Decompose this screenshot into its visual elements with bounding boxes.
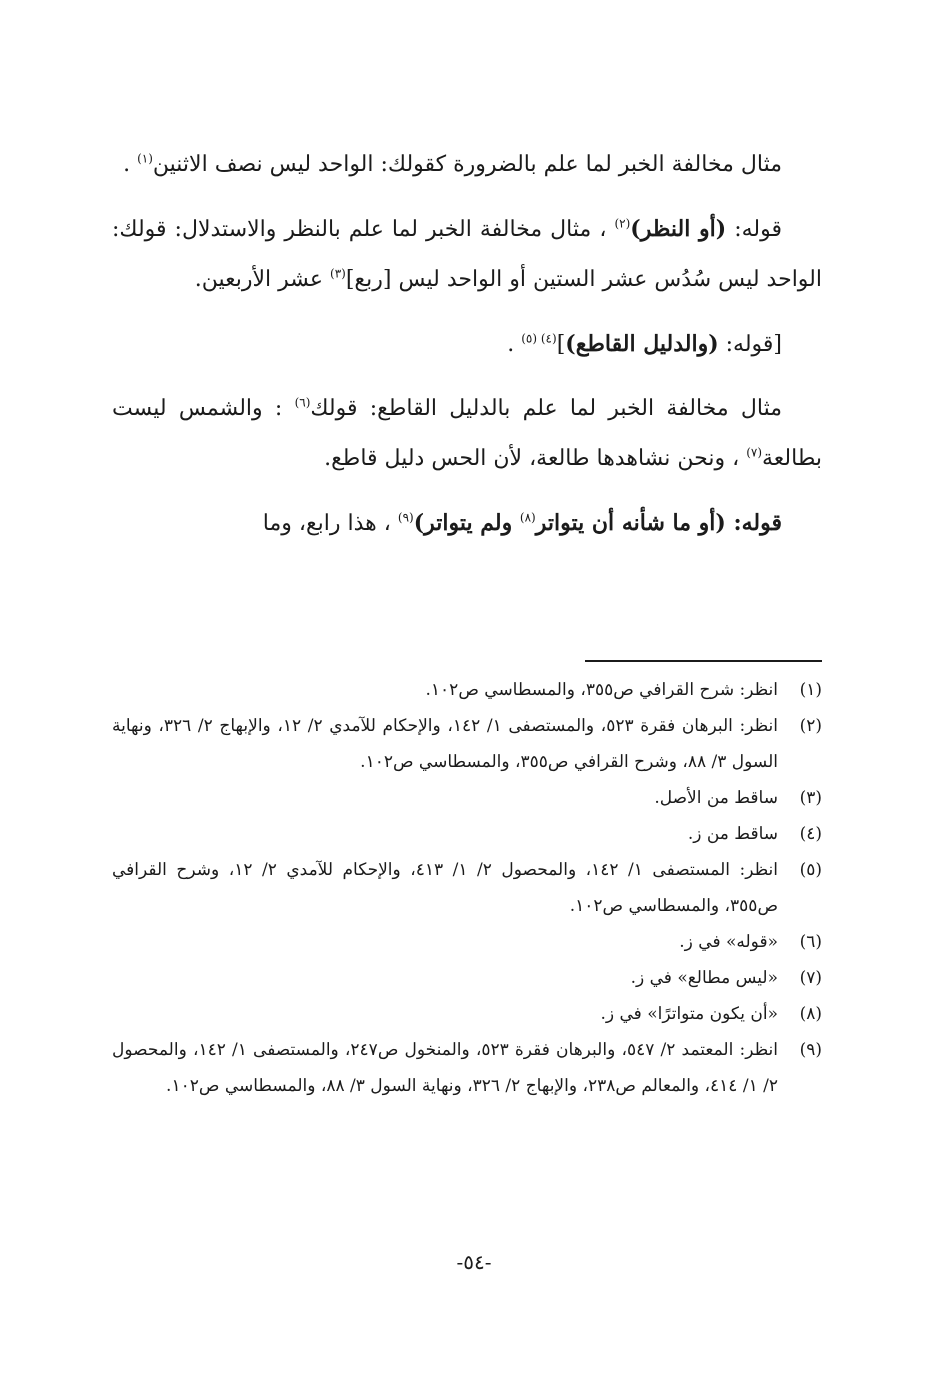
footnote-text: «أن يكون متواترًا» في ز. xyxy=(600,1004,778,1024)
footnote-text: ساقط من الأصل. xyxy=(654,788,778,808)
footnote-text: ساقط من ز. xyxy=(687,824,778,844)
footnote-text: انظر: البرهان فقرة ٥٢٣، والمستصفى ١/ ١٤٢، والإحكام للآمدي ٢/ ١٢، والإبهاج ٢/ ٣٢٦، ونهاية السول ٣/ ٨٨، وشرح القرافي ص٣٥٥، والمسطاسي ص١٠٢. xyxy=(112,716,778,772)
footnote-8 xyxy=(112,996,822,1032)
paragraph-5: قوله: (أو ما شأنه أن يتواتر$^{(٨)}$ ولم يتواتر)$^{(٩)}$ ، هذا رابع، وما xyxy=(262,510,782,536)
footnote-text: انظر: المستصفى ١/ ١٤٢، والمحصول ٢/ ١/ ٤١٣، والإحكام للآمدي ٢/ ١٢، وشرح القرافي ص٣٥٥، والمسطاسي ص١٠٢. xyxy=(112,860,778,916)
main-text xyxy=(112,140,822,563)
quoted-phrase: (والدليل القاطع) xyxy=(565,331,719,357)
paragraph-1: مثال مخالفة الخبر لما علم بالضرورة كقولك: الواحد ليس نصف الاثنين$^{(١)}$ . xyxy=(123,151,782,177)
footnote-divider xyxy=(585,660,822,662)
quoted-phrase: (أو النظر) xyxy=(630,216,727,242)
footnote-ref-1[interactable]: (١) xyxy=(137,151,153,166)
footnote-7 xyxy=(112,960,822,996)
footnote-3 xyxy=(112,780,822,816)
footnote-number: (١) xyxy=(799,680,822,700)
footnote-ref-4-5[interactable]: (٤) (٥) xyxy=(521,331,557,346)
footnote-ref-3[interactable]: (٣) xyxy=(330,266,346,281)
footnote-ref-7[interactable]: (٧) xyxy=(746,445,763,460)
footnote-number: (٤) xyxy=(799,824,822,844)
quoted-phrase: قوله: (أو ما شأنه أن يتواتر xyxy=(535,510,782,536)
paragraph-4: مثال مخالفة الخبر لما علم بالدليل القاطع: قولك$^{(٦)}$ : والشمس ليست بطالعة$^{(٧)}$ ، ونحن نشاهدها طالعة، لأن الحس دليل قاطع. xyxy=(112,395,822,471)
footnotes-section xyxy=(112,672,822,1104)
footnote-1 xyxy=(112,672,822,708)
footnote-number: (٧) xyxy=(799,968,822,988)
paragraph-2: قوله: (أو النظر)$^{(٢)}$ ، مثال مخالفة الخبر لما علم بالنظر والاستدلال: قولك: الواحد ليس سُدُس عشر الستين أو الواحد ليس [ربع]$^{(٣)}$ عشر الأربعين. xyxy=(112,216,822,292)
footnote-ref-6[interactable]: (٦) xyxy=(294,395,311,410)
footnote-ref-2[interactable]: (٢) xyxy=(614,216,631,231)
footnote-9 xyxy=(112,1032,822,1104)
footnote-6 xyxy=(112,924,822,960)
quoted-phrase: ولم يتواتر) xyxy=(413,510,520,536)
footnote-2 xyxy=(112,708,822,780)
footnote-number: (٩) xyxy=(799,1040,822,1060)
footnote-4 xyxy=(112,816,822,852)
footnote-number: (٥) xyxy=(799,860,822,880)
footnote-text: «قوله» في ز. xyxy=(679,932,778,952)
footnote-ref-8[interactable]: (٨) xyxy=(519,510,536,525)
footnote-number: (٣) xyxy=(799,788,822,808)
footnote-number: (٦) xyxy=(799,932,822,952)
footnote-ref-9[interactable]: (٩) xyxy=(397,510,414,525)
footnote-text: «ليس مطالع» في ز. xyxy=(630,968,778,988)
footnote-text: انظر: شرح القرافي ص٣٥٥، والمسطاسي ص١٠٢. xyxy=(425,680,778,700)
page-number: -٥٤- xyxy=(456,1250,492,1274)
footnote-number: (٢) xyxy=(799,716,822,736)
footnote-text: انظر: المعتمد ٢/ ٥٤٧، والبرهان فقرة ٥٢٣، والمنخول ص٢٤٧، والمستصفى ١/ ١٤٢، والمحصول ٢/ ١/ ٤١٤، والمعالم ص٢٣٨، والإبهاج ٢/ ٣٢٦، ونهاية السول ٣/ ٨٨، والمسطاسي ص١٠٢. xyxy=(112,1040,778,1096)
footnote-5 xyxy=(112,852,822,924)
footnote-number: (٨) xyxy=(799,1004,822,1024)
paragraph-3: [قوله: (والدليل القاطع)]$^{(٤) (٥)}$ . xyxy=(507,331,782,357)
